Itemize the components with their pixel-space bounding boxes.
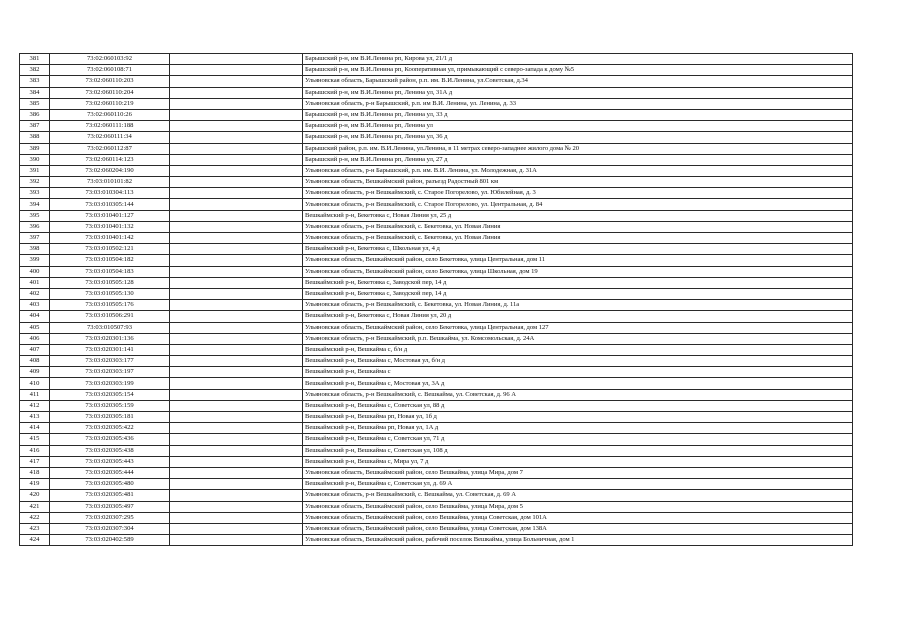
cadastral-number-cell: 73:03:010304:113	[50, 188, 170, 199]
row-number-cell: 403	[20, 300, 50, 311]
table-row	[20, 344, 853, 355]
table-row	[20, 277, 853, 288]
cadastral-number-cell: 73:03:020305:181	[50, 412, 170, 423]
row-number-cell: 424	[20, 535, 50, 546]
row-number-cell: 385	[20, 98, 50, 109]
table-row	[20, 266, 853, 277]
empty-cell	[170, 132, 303, 143]
cadastral-number-cell: 73:03:010401:127	[50, 210, 170, 221]
address-cell: Ульяновская область, р-н Вешкаймский, с. Бекетовка, ул. Новая Линия	[303, 233, 853, 244]
cadastral-number-cell: 73:03:020305:154	[50, 389, 170, 400]
row-number-cell: 388	[20, 132, 50, 143]
address-cell: Ульяновская область, р-н Вешкаймский, с. Бекетовка, ул. Новая Линия	[303, 221, 853, 232]
row-number-cell: 386	[20, 109, 50, 120]
empty-cell	[170, 400, 303, 411]
cadastral-number-cell: 73:03:010502:121	[50, 244, 170, 255]
empty-cell	[170, 512, 303, 523]
empty-cell	[170, 199, 303, 210]
address-cell: Вешкаймский р-н, Вешкайма с, Советская ул, 108 д	[303, 445, 853, 456]
cadastral-number-cell: 73:02:060111:34	[50, 132, 170, 143]
row-number-cell: 408	[20, 356, 50, 367]
table-row	[20, 467, 853, 478]
row-number-cell: 395	[20, 210, 50, 221]
empty-cell	[170, 322, 303, 333]
empty-cell	[170, 288, 303, 299]
table-row	[20, 333, 853, 344]
row-number-cell: 389	[20, 143, 50, 154]
empty-cell	[170, 535, 303, 546]
cadastral-number-cell: 73:03:010504:182	[50, 255, 170, 266]
cadastral-number-cell: 73:03:020301:136	[50, 333, 170, 344]
address-cell: Вешкаймский р-н, Вешкайма с, Советская ул, 88 д	[303, 400, 853, 411]
table-row	[20, 76, 853, 87]
cadastral-number-cell: 73:03:010506:291	[50, 311, 170, 322]
row-number-cell: 407	[20, 344, 50, 355]
address-cell: Вешкаймский р-н, Вешкайма с, Мира ул, 7 д	[303, 456, 853, 467]
empty-cell	[170, 54, 303, 65]
address-cell: Ульяновская область, р-н Вешкаймский, с. Старое Погорелово, ул. Юбилейная, д. 3	[303, 188, 853, 199]
table-row	[20, 412, 853, 423]
row-number-cell: 387	[20, 121, 50, 132]
address-cell: Ульяновская область, Вешкаймский район, село Бекетовка, улица Школьная, дом 19	[303, 266, 853, 277]
empty-cell	[170, 423, 303, 434]
row-number-cell: 384	[20, 87, 50, 98]
cadastral-number-cell: 73:02:060112:87	[50, 143, 170, 154]
address-cell: Вешкаймский р-н, Вешкайма с, Мостовая ул, 3А д	[303, 378, 853, 389]
empty-cell	[170, 255, 303, 266]
row-number-cell: 393	[20, 188, 50, 199]
cadastral-number-cell: 73:03:020305:436	[50, 434, 170, 445]
table-row	[20, 523, 853, 534]
table-row	[20, 434, 853, 445]
table-row	[20, 378, 853, 389]
row-number-cell: 406	[20, 333, 50, 344]
cadastral-number-cell: 73:03:020305:438	[50, 445, 170, 456]
cadastral-number-cell: 73:03:010505:176	[50, 300, 170, 311]
address-cell: Барышский р-н, им В.И.Ленина рп, Ленина ул, 36 д	[303, 132, 853, 143]
address-cell: Ульяновская область, Барышский район, р.п. им. В.И.Ленина, ул.Советская, д.34	[303, 76, 853, 87]
table-row	[20, 501, 853, 512]
empty-cell	[170, 154, 303, 165]
cadastral-number-cell: 73:03:010505:130	[50, 288, 170, 299]
row-number-cell: 422	[20, 512, 50, 523]
empty-cell	[170, 121, 303, 132]
empty-cell	[170, 210, 303, 221]
table-row	[20, 154, 853, 165]
empty-cell	[170, 165, 303, 176]
address-cell: Ульяновская область, Вешкаймский район, село Вешкайма, улица Советская, дом 101А	[303, 512, 853, 523]
table-row	[20, 143, 853, 154]
cadastral-register-table	[19, 53, 853, 546]
row-number-cell: 415	[20, 434, 50, 445]
table-row	[20, 244, 853, 255]
row-number-cell: 420	[20, 490, 50, 501]
cadastral-number-cell: 73:03:010504:183	[50, 266, 170, 277]
table-row	[20, 65, 853, 76]
empty-cell	[170, 233, 303, 244]
row-number-cell: 410	[20, 378, 50, 389]
row-number-cell: 421	[20, 501, 50, 512]
empty-cell	[170, 98, 303, 109]
table-row	[20, 132, 853, 143]
empty-cell	[170, 445, 303, 456]
cadastral-number-cell: 73:03:020305:422	[50, 423, 170, 434]
address-cell: Барышский р-н, им В.И.Ленина рп, Кооперативная ул, примыкающий с северо-запада к дому №5	[303, 65, 853, 76]
cadastral-number-cell: 73:02:060108:71	[50, 65, 170, 76]
cadastral-number-cell: 73:03:020305:443	[50, 456, 170, 467]
address-cell: Вешкаймский р-н, Бекетовка с, Школьная ул, 4 д	[303, 244, 853, 255]
address-cell: Вешкаймский р-н, Вешкайма с, Советская ул, д. 69 А	[303, 479, 853, 490]
empty-cell	[170, 266, 303, 277]
empty-cell	[170, 177, 303, 188]
empty-cell	[170, 87, 303, 98]
address-cell: Вешкаймский р-н, Бекетовка с, Заводской пер, 14 д	[303, 277, 853, 288]
cadastral-number-cell: 73:03:020305:159	[50, 400, 170, 411]
row-number-cell: 397	[20, 233, 50, 244]
empty-cell	[170, 389, 303, 400]
empty-cell	[170, 434, 303, 445]
address-cell: Вешкаймский р-н, Вешкайма рп, Новая ул, 1А д	[303, 423, 853, 434]
address-cell: Ульяновская область, Вешкаймский район, село Вешкайма, улица Мира, дом 5	[303, 501, 853, 512]
empty-cell	[170, 277, 303, 288]
empty-cell	[170, 456, 303, 467]
empty-cell	[170, 333, 303, 344]
empty-cell	[170, 490, 303, 501]
empty-cell	[170, 523, 303, 534]
table-row	[20, 177, 853, 188]
cadastral-number-cell: 73:02:060114:123	[50, 154, 170, 165]
row-number-cell: 402	[20, 288, 50, 299]
address-cell: Ульяновская область, Вешкаймский район, село Вешкайма, улица Мира, дом 7	[303, 467, 853, 478]
empty-cell	[170, 109, 303, 120]
table-row	[20, 255, 853, 266]
address-cell: Барышский р-н, им В.И.Ленина рп, Ленина ул, 27 д	[303, 154, 853, 165]
cadastral-number-cell: 73:03:020303:197	[50, 367, 170, 378]
address-cell: Вешкаймский р-н, Вешкайма с	[303, 367, 853, 378]
address-cell: Ульяновская область, р-н Вешкаймский, р.п. Вешкайма, ул. Комсомольская, д. 24А	[303, 333, 853, 344]
table-row	[20, 221, 853, 232]
address-cell: Ульяновская область, р-н Вешкаймский, с. Вешкайма, ул. Советская, д. 96 А	[303, 389, 853, 400]
address-cell: Ульяновская область, р-н Барышский, р.п. им В.И. Ленина, ул. Ленина, д. 33	[303, 98, 853, 109]
cadastral-number-cell: 73:02:060103:92	[50, 54, 170, 65]
address-cell: Ульяновская область, р-н Барышский, р.п. им. В.И. Ленина, ул. Молодежная, д. 31А	[303, 165, 853, 176]
cadastral-number-cell: 73:03:020305:497	[50, 501, 170, 512]
table-row	[20, 389, 853, 400]
table-row	[20, 54, 853, 65]
address-cell: Ульяновская область, Вешкаймский район, село Вешкайма, улица Советская, дом 138А	[303, 523, 853, 534]
row-number-cell: 404	[20, 311, 50, 322]
cadastral-number-cell: 73:03:010507:93	[50, 322, 170, 333]
row-number-cell: 409	[20, 367, 50, 378]
row-number-cell: 411	[20, 389, 50, 400]
table-row	[20, 210, 853, 221]
row-number-cell: 419	[20, 479, 50, 490]
table-row	[20, 423, 853, 434]
empty-cell	[170, 479, 303, 490]
empty-cell	[170, 143, 303, 154]
empty-cell	[170, 412, 303, 423]
address-cell: Вешкаймский р-н, Вешкайма рп, Новая ул, 1б д	[303, 412, 853, 423]
table-row	[20, 479, 853, 490]
table-row	[20, 322, 853, 333]
cadastral-number-cell: 73:02:060110:203	[50, 76, 170, 87]
cadastral-number-cell: 73:03:010401:132	[50, 221, 170, 232]
table-row	[20, 121, 853, 132]
empty-cell	[170, 76, 303, 87]
table-body	[20, 54, 853, 546]
row-number-cell: 423	[20, 523, 50, 534]
table-row	[20, 512, 853, 523]
cadastral-number-cell: 73:03:010401:142	[50, 233, 170, 244]
table-row	[20, 87, 853, 98]
row-number-cell: 418	[20, 467, 50, 478]
table-row	[20, 98, 853, 109]
address-cell: Ульяновская область, Вешкаймский район, село Бекетовка, улица Центральная, дом 11	[303, 255, 853, 266]
cadastral-number-cell: 73:02:060111:188	[50, 121, 170, 132]
address-cell: Вешкаймский р-н, Бекетовка с, Заводской пер, 14 д	[303, 288, 853, 299]
cadastral-number-cell: 73:02:060110:204	[50, 87, 170, 98]
table-row	[20, 300, 853, 311]
cadastral-number-cell: 73:03:010101:82	[50, 177, 170, 188]
row-number-cell: 398	[20, 244, 50, 255]
row-number-cell: 399	[20, 255, 50, 266]
row-number-cell: 383	[20, 76, 50, 87]
cadastral-number-cell: 73:02:060110:26	[50, 109, 170, 120]
address-cell: Барышский р-н, им В.И.Ленина рп, Ленина ул, 33 д	[303, 109, 853, 120]
address-cell: Вешкаймский р-н, Бекетовка с, Новая Линия ул, 20 д	[303, 311, 853, 322]
cadastral-number-cell: 73:03:020305:480	[50, 479, 170, 490]
empty-cell	[170, 367, 303, 378]
empty-cell	[170, 188, 303, 199]
row-number-cell: 414	[20, 423, 50, 434]
table-row	[20, 356, 853, 367]
row-number-cell: 391	[20, 165, 50, 176]
table-row	[20, 188, 853, 199]
address-cell: Ульяновская область, Вешкаймский район, разъезд Радостный 801 км	[303, 177, 853, 188]
table-row	[20, 456, 853, 467]
cadastral-number-cell: 73:03:020402:589	[50, 535, 170, 546]
row-number-cell: 381	[20, 54, 50, 65]
table-row	[20, 490, 853, 501]
address-cell: Ульяновская область, Вешкаймский район, рабочий поселок Вешкайма, улица Больничная, дом 1	[303, 535, 853, 546]
empty-cell	[170, 300, 303, 311]
table-row	[20, 400, 853, 411]
cadastral-number-cell: 73:03:020303:177	[50, 356, 170, 367]
address-cell: Вешкаймский р-н, Бекетовка с, Новая Линия ул, 25 д	[303, 210, 853, 221]
address-cell: Вешкаймский р-н, Вешкайма с, Советская ул, 71 д	[303, 434, 853, 445]
table-row	[20, 109, 853, 120]
address-cell: Барышский р-н, им В.И.Ленина рп, Кирова ул, 21/1 д	[303, 54, 853, 65]
cadastral-number-cell: 73:03:020305:481	[50, 490, 170, 501]
empty-cell	[170, 65, 303, 76]
table-row	[20, 288, 853, 299]
row-number-cell: 417	[20, 456, 50, 467]
row-number-cell: 392	[20, 177, 50, 188]
table-row	[20, 367, 853, 378]
table-row	[20, 311, 853, 322]
row-number-cell: 405	[20, 322, 50, 333]
cadastral-number-cell: 73:02:060110:219	[50, 98, 170, 109]
row-number-cell: 390	[20, 154, 50, 165]
cadastral-number-cell: 73:03:010305:144	[50, 199, 170, 210]
empty-cell	[170, 221, 303, 232]
empty-cell	[170, 378, 303, 389]
cadastral-number-cell: 73:03:020301:141	[50, 344, 170, 355]
table-row	[20, 535, 853, 546]
cadastral-number-cell: 73:03:020305:444	[50, 467, 170, 478]
address-cell: Вешкаймский р-н, Вешкайма с, Мостовая ул, б/н д	[303, 356, 853, 367]
empty-cell	[170, 311, 303, 322]
cadastral-number-cell: 73:03:020307:304	[50, 523, 170, 534]
row-number-cell: 396	[20, 221, 50, 232]
address-cell: Ульяновская область, р-н Вешкаймский, с. Старое Погорелово, ул. Центральная, д. 84	[303, 199, 853, 210]
cadastral-number-cell: 73:03:010505:128	[50, 277, 170, 288]
address-cell: Барышский р-н, им В.И.Ленина рп, Ленина ул	[303, 121, 853, 132]
row-number-cell: 412	[20, 400, 50, 411]
row-number-cell: 416	[20, 445, 50, 456]
row-number-cell: 401	[20, 277, 50, 288]
table-row	[20, 199, 853, 210]
address-cell: Барышский р-н, им В.И.Ленина рп, Ленина ул, 31А д	[303, 87, 853, 98]
address-cell: Ульяновская область, р-н Вешкаймский, с. Бекетовка, ул. Новая Линия, д. 11а	[303, 300, 853, 311]
cadastral-number-cell: 73:03:020307:295	[50, 512, 170, 523]
cadastral-number-cell: 73:02:060204:190	[50, 165, 170, 176]
empty-cell	[170, 467, 303, 478]
empty-cell	[170, 244, 303, 255]
empty-cell	[170, 356, 303, 367]
address-cell: Ульяновская область, Вешкаймский район, село Бекетовка, улица Центральная, дом 127	[303, 322, 853, 333]
table-row	[20, 445, 853, 456]
row-number-cell: 400	[20, 266, 50, 277]
row-number-cell: 382	[20, 65, 50, 76]
table-row	[20, 165, 853, 176]
empty-cell	[170, 501, 303, 512]
address-cell: Вешкаймский р-н, Вешкайма с, б/н д	[303, 344, 853, 355]
row-number-cell: 394	[20, 199, 50, 210]
address-cell: Ульяновская область, р-н Вешкаймский, с. Вешкайма, ул. Советская, д. 69 А	[303, 490, 853, 501]
table-row	[20, 233, 853, 244]
row-number-cell: 413	[20, 412, 50, 423]
cadastral-number-cell: 73:03:020303:199	[50, 378, 170, 389]
address-cell: Барышский район, р.п. им. В.И.Ленина, ул.Ленина, в 11 метрах северо-западнее жилого дома № 20	[303, 143, 853, 154]
empty-cell	[170, 344, 303, 355]
